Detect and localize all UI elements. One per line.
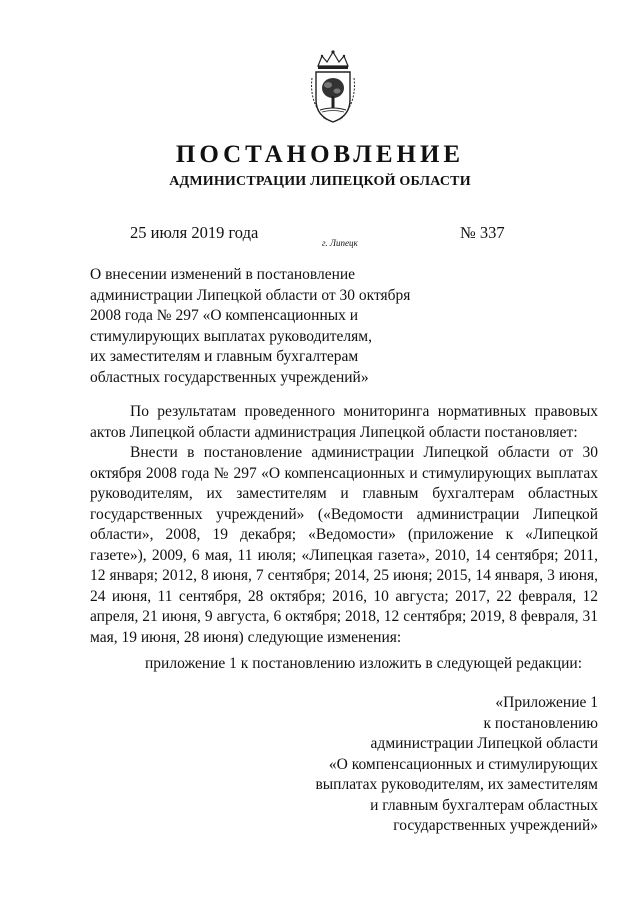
subject-line: администрации Липецкой области от 30 октября bbox=[90, 286, 411, 304]
appendix-line: «О компенсационных и стимулирующих bbox=[328, 755, 598, 773]
document-subject bbox=[90, 265, 420, 388]
appendix-line: государственных учреждений» bbox=[393, 817, 598, 834]
document-title: ПОСТАНОВЛЕНИЕ bbox=[175, 141, 465, 168]
subject-line: областных государственных учреждений» bbox=[90, 368, 369, 386]
appendix-line: и главным бухгалтерам областных bbox=[370, 796, 598, 814]
body-paragraph-appendix-intro: приложение 1 к постановлению изложить в следующей редакции: bbox=[145, 655, 583, 672]
coat-of-arms-emblem bbox=[306, 48, 360, 126]
appendix-line: администрации Липецкой области bbox=[370, 735, 598, 752]
appendix-heading bbox=[198, 693, 598, 837]
body-paragraph-preamble: По результатам проведенного мониторинга нормативных правовых актов Липецкой области администрация Липецкой области постановляет: bbox=[90, 403, 598, 441]
subject-line: 2008 года № 297 «О компенсационных и bbox=[90, 307, 359, 324]
document-city: г. Липецк bbox=[322, 238, 358, 248]
subject-line: О внесении изменений в постановление bbox=[90, 266, 356, 283]
document-number: № 337 bbox=[460, 223, 505, 242]
appendix-line: выплатах руководителям, их заместителям bbox=[315, 776, 598, 793]
appendix-line: «Приложение 1 bbox=[495, 694, 598, 711]
issuing-authority: АДМИНИСТРАЦИИ ЛИПЕЦКОЙ ОБЛАСТИ bbox=[169, 174, 471, 189]
appendix-line: к постановлению bbox=[483, 714, 598, 732]
subject-line: стимулирующих выплатах руководителям, bbox=[90, 327, 372, 345]
subject-line: их заместителям и главным бухгалтерам bbox=[90, 348, 359, 365]
document-date: 25 июля 2019 года bbox=[130, 223, 259, 242]
body-paragraph-amendments: Внести в постановление администрации Липецкой области от 30 октября 2008 года № 297 «О компенсационных и стимулирующих выплатах руководителям, их заместителям и главным бухгалтерам областных государственных учреждений» («Ведомости администрации Липецкой области», 2008, 19 декабря; «Ведомости» (приложение к «Липецкой газете»), 2009, 6 мая, 11 июля; «Липецкая газета», 2010, 14 сентября; 2011, 12 января; 2012, 8 июня, 7 сентября; 2014, 25 июня; 2015, 14 января, 3 июня, 24 июня, 11 сентября, 28 октября; 2016, 10 августа; 2017, 22 февраля, 12 апреля, 21 июня, 9 августа, 6 октября; 2018, 12 сентября; 2019, 8 февраля, 31 мая, 19 июня, 28 июня) следующие изменения: bbox=[90, 444, 598, 646]
